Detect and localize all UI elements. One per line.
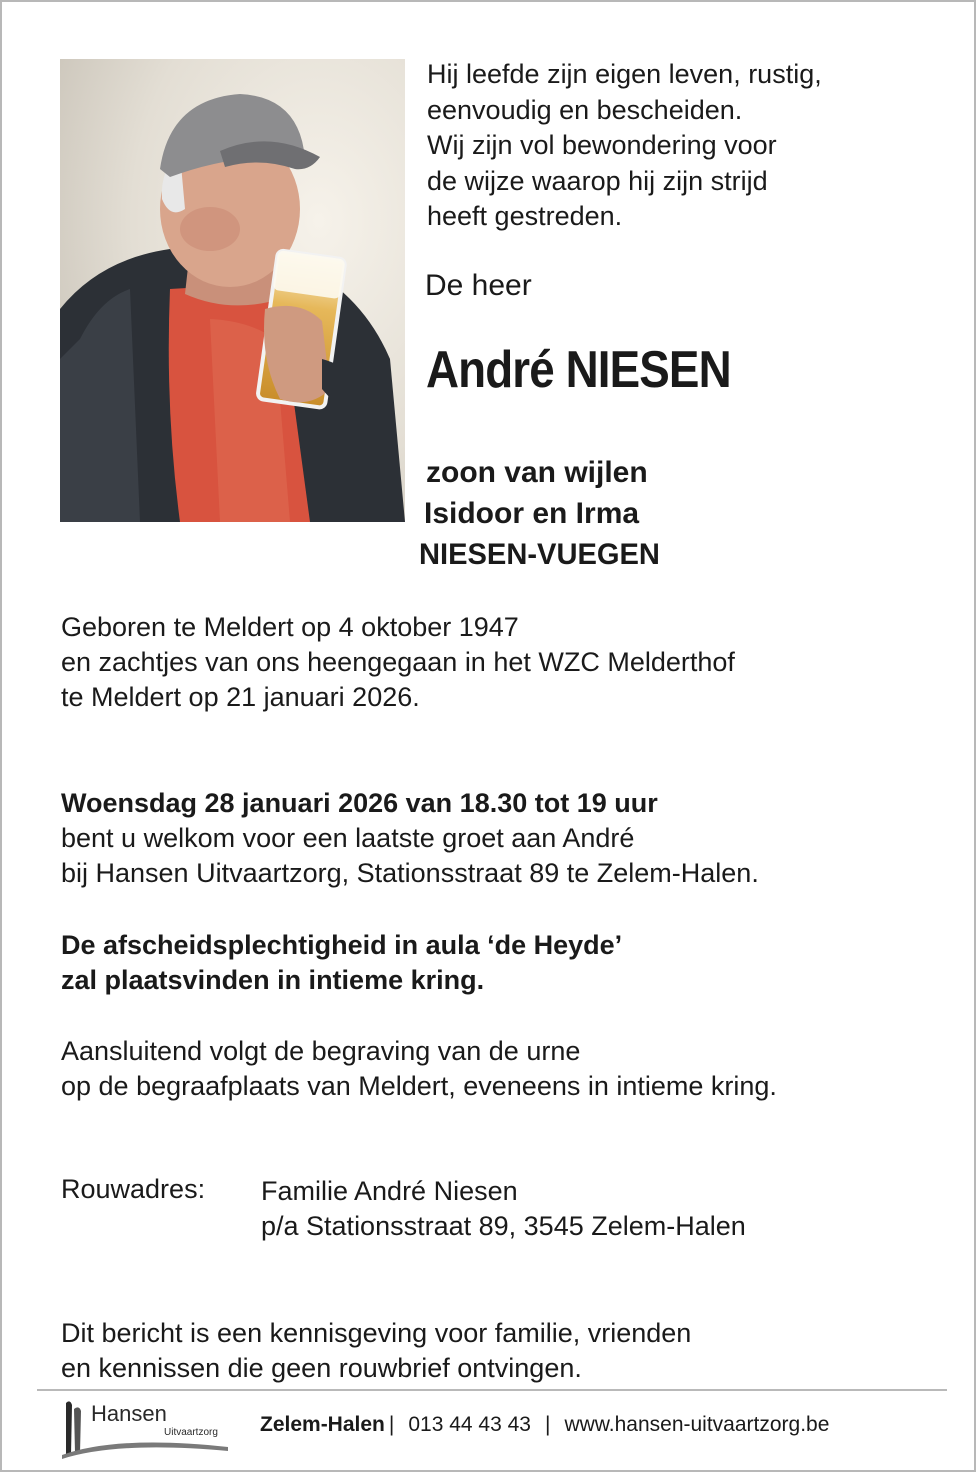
footer-city: Zelem-Halen: [260, 1413, 385, 1436]
text-line: bij Hansen Uitvaartzorg, Stationsstraat 89 te Zelem-Halen.: [61, 858, 759, 888]
text-line: zal plaatsvinden in intieme kring.: [61, 965, 485, 995]
notice-text: [61, 1316, 691, 1386]
footer-separator: |: [544, 1413, 551, 1436]
address-line: Familie André Niesen: [261, 1176, 518, 1206]
poem-line: eenvoudig en bescheiden.: [427, 94, 743, 125]
poem-line: heeft gestreden.: [427, 201, 623, 231]
parents-line: zoon van wijlen: [426, 456, 648, 489]
text-line: en zachtjes van ons heengegaan in het WZC Melderthof: [61, 647, 735, 677]
address-line: p/a Stationsstraat 89, 3545 Zelem-Halen: [261, 1211, 746, 1241]
footer-phone[interactable]: 013 44 43 43: [408, 1413, 531, 1436]
text-line: Geboren te Meldert op 4 oktober 1947: [61, 612, 519, 642]
text-line: te Meldert op 21 januari 2026.: [61, 682, 420, 712]
ceremony-info: [61, 928, 622, 998]
parents-line: NIESEN-VUEGEN: [419, 538, 660, 571]
deceased-name: André NIESEN: [426, 341, 731, 399]
footer-contact: [260, 1413, 829, 1437]
poem-line: de wijze waarop hij zijn strijd: [427, 165, 768, 196]
poem-line: Wij zijn vol bewondering voor: [427, 130, 777, 160]
footer-divider: [37, 1389, 947, 1391]
portrait-photo: [60, 59, 405, 522]
parents-line: Isidoor en Irma: [424, 497, 640, 530]
visitation-heading: Woensdag 28 januari 2026 van 18.30 tot 19 uur: [61, 788, 658, 818]
text-line: Aansluitend volgt de begraving van de urne: [61, 1036, 581, 1066]
mourning-address: [261, 1174, 746, 1244]
burial-info: [61, 1034, 777, 1104]
hansen-logo: [58, 1395, 233, 1459]
logo-subtitle: Uitvaartzorg: [164, 1427, 218, 1438]
visitation-info: [61, 786, 759, 891]
title-prefix: De heer: [425, 269, 532, 302]
address-label: Rouwadres:: [61, 1174, 206, 1204]
birth-death-info: [61, 610, 735, 715]
poem-line: Hij leefde zijn eigen leven, rustig,: [427, 59, 822, 89]
text-line: op de begraafplaats van Meldert, eveneens in intieme kring.: [61, 1071, 777, 1101]
logo-name: Hansen: [91, 1401, 167, 1426]
text-line: en kennissen die geen rouwbrief ontvingen.: [61, 1353, 582, 1383]
text-line: Dit bericht is een kennisgeving voor familie, vrienden: [61, 1318, 692, 1348]
text-line: bent u welkom voor een laatste groet aan André: [61, 823, 635, 853]
footer-website[interactable]: www.hansen-uitvaartzorg.be: [564, 1413, 830, 1436]
text-line: De afscheidsplechtigheid in aula ‘de Heyde’: [61, 930, 623, 960]
poem: [427, 57, 822, 235]
footer-separator: |: [388, 1413, 395, 1436]
